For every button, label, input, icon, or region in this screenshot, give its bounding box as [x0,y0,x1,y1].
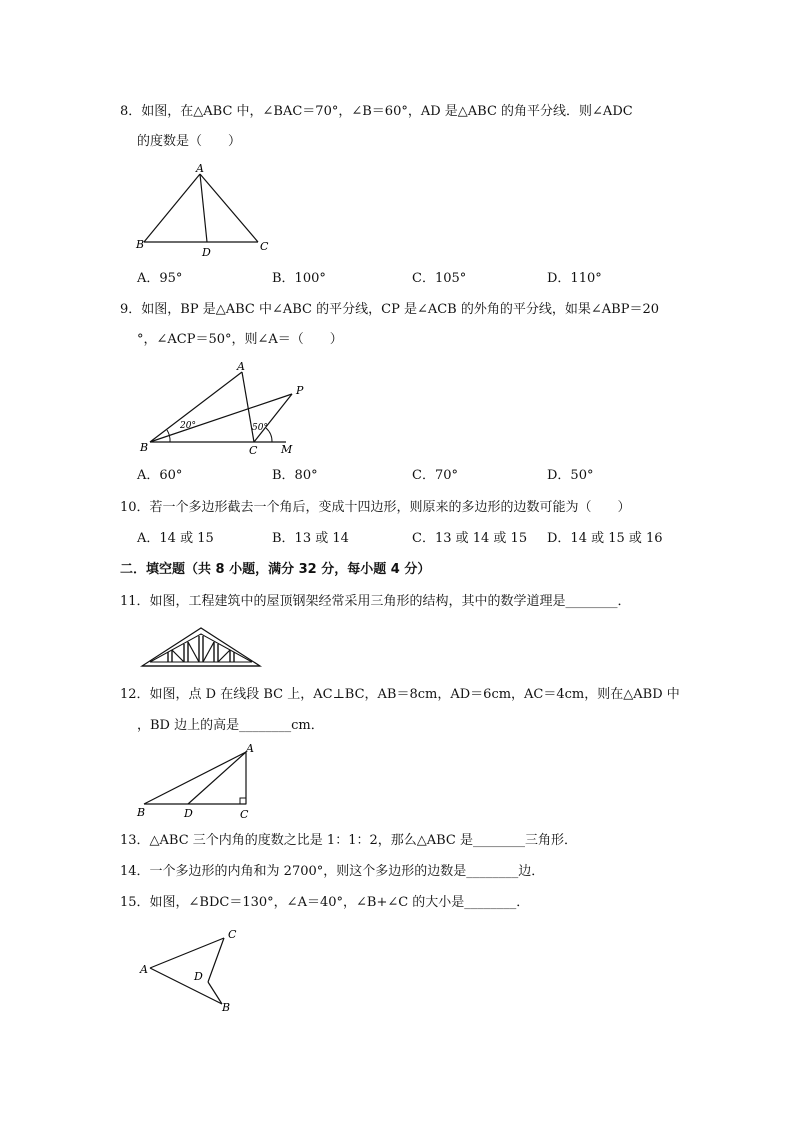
section-fill-in-title: 二．填空题（共 8 小题，满分 32 分，每小题 4 分） [120,562,431,577]
q9-option-a: A．60° [137,468,183,483]
q8-label-b: B [136,238,145,251]
q9-option-d: D．50° [547,468,594,483]
q8-label-d: D [202,246,211,259]
q8-options [137,270,737,288]
q12-figure [132,740,272,824]
q12-label-b: B [137,806,146,819]
q8-label-a: A [196,162,204,175]
q8-option-d: D．110° [547,271,602,286]
q15-label-b: B [222,1001,231,1014]
q10-option-d: D．14 或 15 或 16 [547,531,663,546]
q10-option-a: A．14 或 15 [137,531,214,546]
q15-figure [136,922,256,1018]
q15-label-d: D [194,970,203,983]
q8-text-line2: 的度数是（ ） [137,134,242,149]
q10-option-b: B．13 或 14 [272,531,349,546]
q8-option-a: A．95° [137,271,183,286]
q9-label-c: C [249,444,258,457]
q9-options [137,467,737,485]
q9-label-b: B [140,441,149,454]
q9-label-p: P [296,384,304,397]
q8-figure [130,160,290,260]
q8-option-c: C．105° [412,271,467,286]
q9-option-c: C．70° [412,468,458,483]
q11-roof-truss-figure [140,624,264,670]
q12-text-line2: ，BD 边上的高是________cm． [137,718,324,733]
q10-options [137,530,737,548]
q9-text-line2: °，∠ACP＝50°，则∠A＝（ ） [137,332,343,347]
q9-text-line1: 9．如图，BP 是△ABC 中∠ABC 的平分线，CP 是∠ACB 的外角的平分线，如果∠ABP＝20 [120,302,659,317]
q12-text-line1: 12．如图，点 D 在线段 BC 上，AC⊥BC，AB＝8cm，AD＝6cm，AC＝4cm，则在△ABD 中 [120,687,680,702]
q12-label-a: A [246,742,254,755]
q9-label-a: A [237,360,245,373]
q9-figure [136,358,326,458]
q8-label-c: C [260,240,269,253]
q13-text-line1: 13．△ABC 三个内角的度数之比是 1：1：2，那么△ABC 是________三角形． [120,833,578,848]
q15-label-c: C [228,928,237,941]
q8-text-line1: 8．如图，在△ABC 中，∠BAC＝70°，∠B＝60°，AD 是△ABC 的角平分线．则∠ADC [120,104,633,119]
q9-angle-50: 50° [252,423,268,433]
q9-angle-20: 20° [180,421,196,431]
q10-option-c: C．13 或 14 或 15 [412,531,528,546]
q14-text-line1: 14．一个多边形的内角和为 2700°，则这个多边形的边数是________边． [120,864,545,879]
q12-label-c: C [240,808,249,821]
q15-text-line1: 15．如图，∠BDC＝130°，∠A＝40°，∠B+∠C 的大小是________． [120,895,530,910]
q9-label-m: M [281,443,293,456]
q10-text-line1: 10．若一个多边形截去一个角后，变成十四边形，则原来的多边形的边数可能为（ ） [120,500,631,515]
q12-label-d: D [184,807,193,820]
q8-option-b: B．100° [272,271,326,286]
q9-option-b: B．80° [272,468,318,483]
q15-label-a: A [140,963,148,976]
q11-text-line1: 11．如图，工程建筑中的屋顶钢架经常采用三角形的结构，其中的数学道理是________． [120,594,631,609]
